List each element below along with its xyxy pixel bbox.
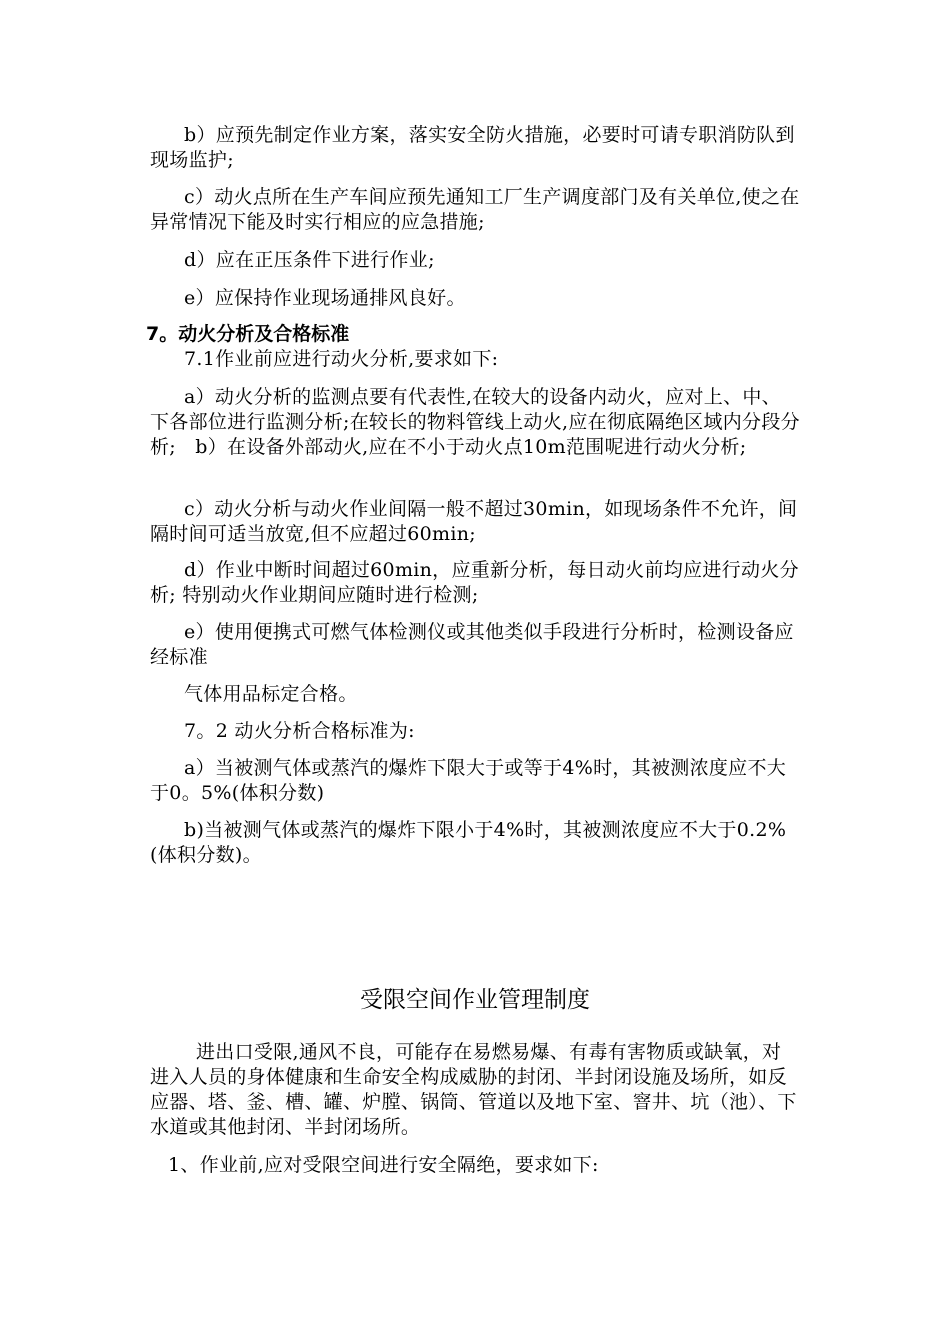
paragraph-7-2-a: a）当被测气体或蒸汽的爆炸下限大于或等于4%时，其被测浓度应不大于0。5%(体积分数) xyxy=(150,757,787,804)
paragraph-7-1: 7.1作业前应进行动火分析,要求如下: xyxy=(184,348,499,370)
paragraph-6c: c）动火点所在生产车间应预先通知工厂生产调度部门及有关单位,使之在异常情况下能及时实行相应的应急措施; xyxy=(150,186,800,233)
section-title-confined-space: 受限空间作业管理制度 xyxy=(360,987,590,1013)
paragraph-7-2: 7。2 动火分析合格标准为: xyxy=(184,720,415,742)
paragraph-7-1-a: a）动火分析的监测点要有代表性,在较大的设备内动火，应对上、中、下各部位进行监测分析;在较长的物料管线上动火,应在彻底隔绝区域内分段分析; b）在设备外部动火,应在不小于动火点10m范围呢进行动火分析; xyxy=(150,386,800,458)
paragraph-confined-intro: 进出口受限,通风不良，可能存在易燃易爆、有毒有害物质或缺氧，对进入人员的身体健康和生命安全构成威胁的封闭、半封闭设施及场所，如反应器、塔、釜、槽、罐、炉膛、锅筒、管道以及地下室、窨井、坑（池）、下水道或其他封闭、半封闭场所。 xyxy=(150,1041,797,1138)
section-7-heading: 7。动火分析及合格标准 xyxy=(146,323,350,345)
paragraph-6b: b）应预先制定作业方案，落实安全防火措施，必要时可请专职消防队到现场监护; xyxy=(150,124,795,171)
paragraph-7-1-d: d）作业中断时间超过60min，应重新分析，每日动火前均应进行动火分析; 特别动火作业期间应随时进行检测; xyxy=(150,559,799,606)
paragraph-7-1-c: c）动火分析与动火作业间隔一般不超过30min，如现场条件不允许，间隔时间可适当放宽,但不应超过60min; xyxy=(150,498,798,545)
paragraph-7-1-e: e）使用便携式可燃气体检测仪或其他类似手段进行分析时，检测设备应经标准 xyxy=(150,621,794,668)
paragraph-6e: e）应保持作业现场通排风良好。 xyxy=(184,287,466,309)
paragraph-7-1-e-cont: 气体用品标定合格。 xyxy=(184,683,358,705)
paragraph-7-2-b: b)当被测气体或蒸汽的爆炸下限小于4%时，其被测浓度应不大于0.2%(体积分数)。 xyxy=(150,819,787,866)
paragraph-confined-item-1: 1、作业前,应对受限空间进行安全隔绝，要求如下: xyxy=(168,1154,599,1176)
paragraph-6d: d）应在正压条件下进行作业; xyxy=(184,249,435,271)
